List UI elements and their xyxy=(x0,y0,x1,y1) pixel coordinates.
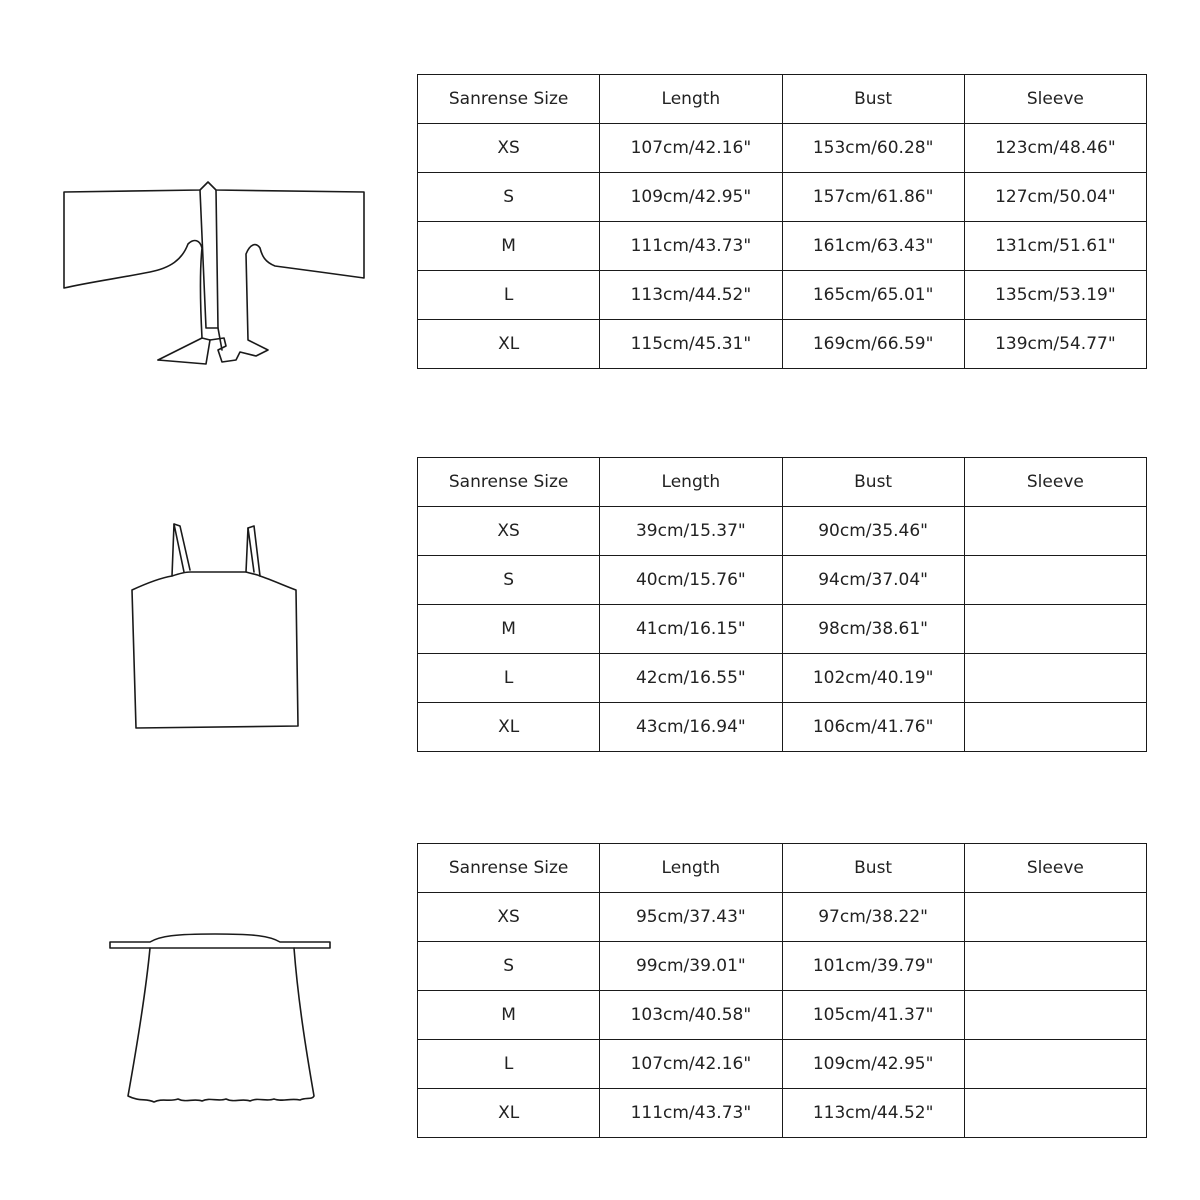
header-bust: Bust xyxy=(782,844,964,893)
cell-sleeve xyxy=(964,703,1146,752)
cell-length: 95cm/37.43" xyxy=(600,893,782,942)
cell-sleeve xyxy=(964,1040,1146,1089)
header-sleeve: Sleeve xyxy=(964,844,1146,893)
cell-size: L xyxy=(418,654,600,703)
cell-length: 42cm/16.55" xyxy=(600,654,782,703)
cell-length: 109cm/42.95" xyxy=(600,173,782,222)
cell-length: 107cm/42.16" xyxy=(600,124,782,173)
header-length: Length xyxy=(600,844,782,893)
table-row xyxy=(418,173,1147,222)
cell-size: M xyxy=(418,605,600,654)
header-size: Sanrense Size xyxy=(418,75,600,124)
cell-length: 111cm/43.73" xyxy=(600,222,782,271)
cell-bust: 106cm/41.76" xyxy=(782,703,964,752)
cell-bust: 109cm/42.95" xyxy=(782,1040,964,1089)
table-row xyxy=(418,1040,1147,1089)
cell-bust: 157cm/61.86" xyxy=(782,173,964,222)
cell-sleeve xyxy=(964,556,1146,605)
table-row xyxy=(418,605,1147,654)
cell-sleeve xyxy=(964,605,1146,654)
cell-sleeve xyxy=(964,991,1146,1040)
cell-sleeve xyxy=(964,942,1146,991)
table-row xyxy=(418,271,1147,320)
kimono-cardigan-illustration xyxy=(50,120,380,420)
cell-sleeve: 135cm/53.19" xyxy=(964,271,1146,320)
table-row xyxy=(418,654,1147,703)
cell-size: XL xyxy=(418,703,600,752)
header-sleeve: Sleeve xyxy=(964,458,1146,507)
cell-length: 40cm/15.76" xyxy=(600,556,782,605)
cell-length: 99cm/39.01" xyxy=(600,942,782,991)
cell-bust: 165cm/65.01" xyxy=(782,271,964,320)
cell-bust: 153cm/60.28" xyxy=(782,124,964,173)
cell-length: 43cm/16.94" xyxy=(600,703,782,752)
cell-bust: 169cm/66.59" xyxy=(782,320,964,369)
table-header-row xyxy=(418,75,1147,124)
cell-bust: 161cm/63.43" xyxy=(782,222,964,271)
camisole-icon xyxy=(50,470,380,770)
camisole-illustration xyxy=(50,470,380,770)
cell-length: 113cm/44.52" xyxy=(600,271,782,320)
table-row xyxy=(418,124,1147,173)
table-row xyxy=(418,507,1147,556)
header-bust: Bust xyxy=(782,75,964,124)
cell-size: XS xyxy=(418,893,600,942)
table-header-row xyxy=(418,458,1147,507)
cell-sleeve: 127cm/50.04" xyxy=(964,173,1146,222)
cell-size: XL xyxy=(418,320,600,369)
cell-length: 41cm/16.15" xyxy=(600,605,782,654)
cell-sleeve xyxy=(964,1089,1146,1138)
cell-size: S xyxy=(418,556,600,605)
cell-size: XS xyxy=(418,507,600,556)
header-sleeve: Sleeve xyxy=(964,75,1146,124)
cell-size: M xyxy=(418,991,600,1040)
cell-size: S xyxy=(418,173,600,222)
cell-length: 107cm/42.16" xyxy=(600,1040,782,1089)
cell-size: L xyxy=(418,271,600,320)
table-row xyxy=(418,991,1147,1040)
header-size: Sanrense Size xyxy=(418,458,600,507)
cell-size: XL xyxy=(418,1089,600,1138)
strapless-dress-icon xyxy=(50,860,380,1160)
cell-bust: 102cm/40.19" xyxy=(782,654,964,703)
cell-sleeve xyxy=(964,507,1146,556)
cell-bust: 105cm/41.37" xyxy=(782,991,964,1040)
cell-bust: 113cm/44.52" xyxy=(782,1089,964,1138)
cell-length: 111cm/43.73" xyxy=(600,1089,782,1138)
cell-bust: 94cm/37.04" xyxy=(782,556,964,605)
cell-length: 39cm/15.37" xyxy=(600,507,782,556)
cell-bust: 98cm/38.61" xyxy=(782,605,964,654)
cell-size: S xyxy=(418,942,600,991)
table-row xyxy=(418,942,1147,991)
cell-sleeve xyxy=(964,893,1146,942)
cell-bust: 97cm/38.22" xyxy=(782,893,964,942)
header-length: Length xyxy=(600,458,782,507)
cell-sleeve: 123cm/48.46" xyxy=(964,124,1146,173)
table-row xyxy=(418,320,1147,369)
header-length: Length xyxy=(600,75,782,124)
size-table-dress xyxy=(417,843,1147,1138)
cell-length: 103cm/40.58" xyxy=(600,991,782,1040)
cell-length: 115cm/45.31" xyxy=(600,320,782,369)
size-table-kimono xyxy=(417,74,1147,369)
table-row xyxy=(418,1089,1147,1138)
header-bust: Bust xyxy=(782,458,964,507)
cell-size: L xyxy=(418,1040,600,1089)
table-row xyxy=(418,893,1147,942)
cell-size: XS xyxy=(418,124,600,173)
cell-sleeve: 139cm/54.77" xyxy=(964,320,1146,369)
cell-bust: 101cm/39.79" xyxy=(782,942,964,991)
strapless-dress-illustration xyxy=(50,860,380,1160)
cell-sleeve xyxy=(964,654,1146,703)
size-table-camisole xyxy=(417,457,1147,752)
table-row xyxy=(418,222,1147,271)
cell-bust: 90cm/35.46" xyxy=(782,507,964,556)
table-row xyxy=(418,703,1147,752)
table-row xyxy=(418,556,1147,605)
cell-size: M xyxy=(418,222,600,271)
cell-sleeve: 131cm/51.61" xyxy=(964,222,1146,271)
table-header-row xyxy=(418,844,1147,893)
header-size: Sanrense Size xyxy=(418,844,600,893)
kimono-cardigan-icon xyxy=(50,120,380,420)
